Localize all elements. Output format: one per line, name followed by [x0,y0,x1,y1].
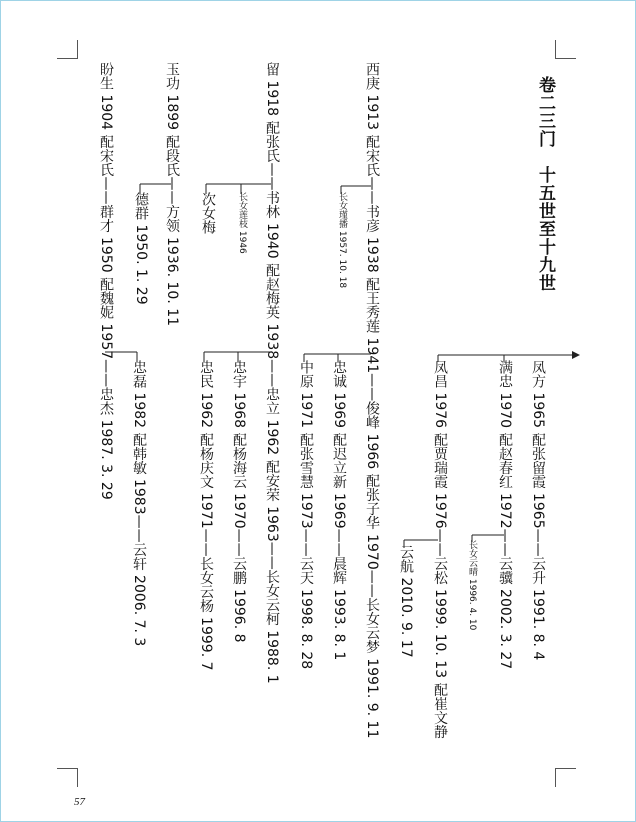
genealogy-entry: 长女莲枝 1946 [237,192,247,254]
genealogy-entry: 凤昌 1976 配贾瑞霞 1976——云松 1999. 10. 13 配崔文静 [432,360,448,739]
genealogy-entry: 次女梅 [200,192,216,234]
page-number: 57 [74,796,85,808]
arrow-head-icon [572,351,580,359]
genealogy-entry: 玉功 1899 配段氏——方领 1936. 10. 11 [164,62,180,327]
genealogy-entry: 忠宇 1968 配杨海云 1970——云鹏 1996. 8 [231,360,247,643]
genealogy-entry: 凤方 1965 配张留霞 1965——云升 1991. 8. 4 [530,360,546,661]
genealogy-entry: 忠磊 1982 配韩敏 1983——云轩 2006. 7. 3 [131,360,147,647]
genealogy-entry: 长女瑾播 1957. 10. 18 [337,192,347,289]
genealogy-entry: 盼生 1904 配宋氏——群才 1950 配魏妮 1957——忠杰 1987. 3. 29 [98,62,114,500]
page-title: 卷二三门 十五世至十九世 [535,76,555,292]
genealogy-entry: 长女云晴 1996. 4. 10 [467,540,477,631]
genealogy-entry: 中原 1971 配张雪慧 1973——云天 1998. 8. 28 [298,360,314,670]
genealogy-entry: 忠民 1962 配杨庆文 1971——长女云杨 1999. 7 [198,360,214,671]
genealogy-entry: 云航 2010. 9. 17 [398,545,414,658]
genealogy-entry: 留 1918 配张氏——书林 1940 配赵梅英 1938——忠立 1962 配安荣 1963——长女云柯 1988. 1 [264,62,280,684]
genealogy-entry: 满忠 1970 配赵春红 1972——云骥 2002. 3. 27 [497,360,513,670]
genealogy-entry: 忠诚 1969 配迟立新 1969——晨辉 1993. 8. 1 [331,360,347,661]
genealogy-entry: 西庚 1913 配宋氏——书彦 1938 配王秀莲 1941——俊峰 1966 配张子华 1970——长女云梦 1991. 9. 11 [364,62,380,739]
genealogy-entry: 德群 1950. 1. 29 [133,192,149,305]
